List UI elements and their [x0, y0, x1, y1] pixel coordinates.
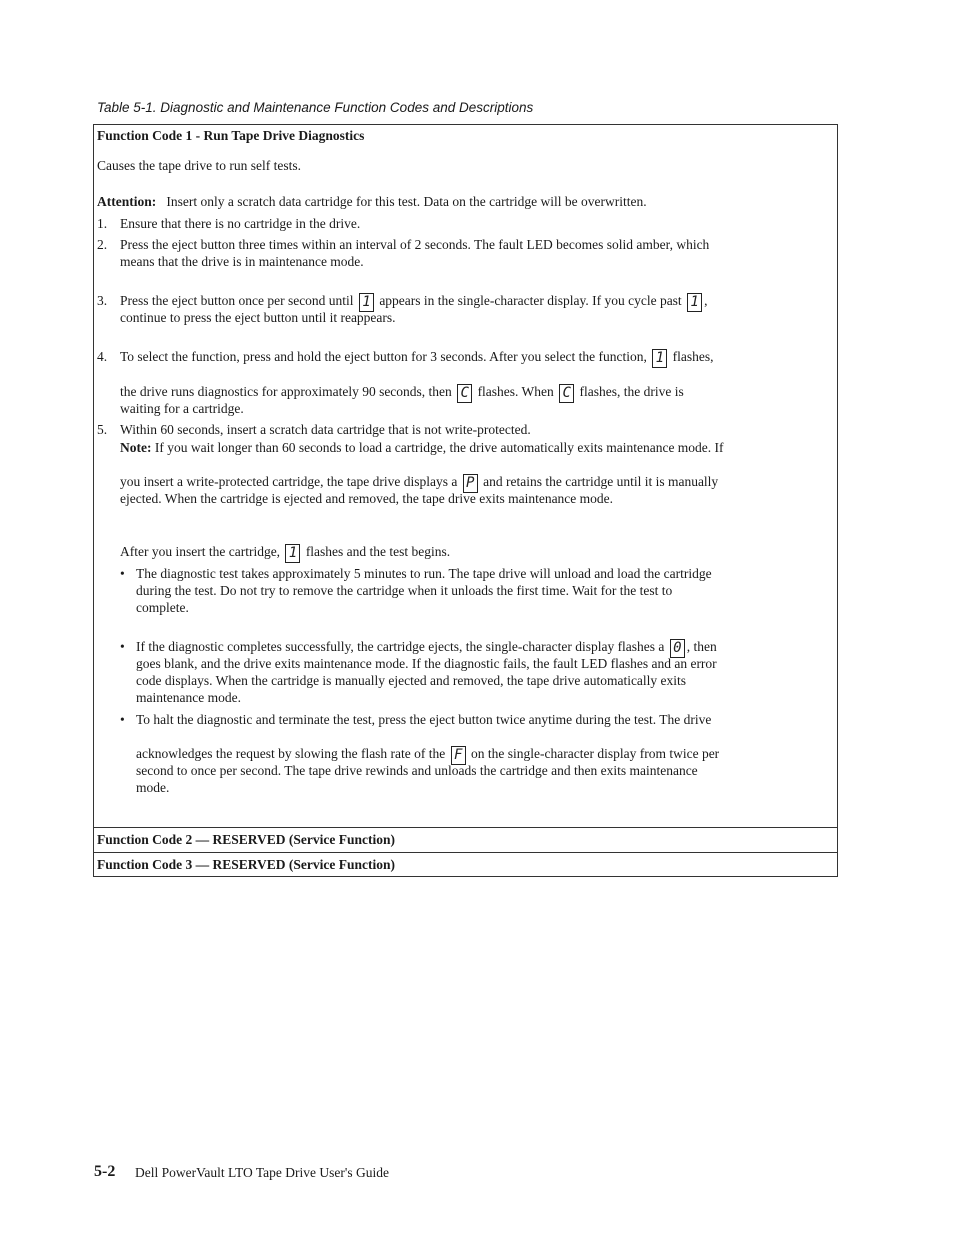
bullet-1-mark: •: [120, 566, 125, 581]
bullet-2-line-2: goes blank, and the drive exits maintenance mode. If the diagnostic fails, the fault LED flashes and an error: [136, 656, 717, 671]
function-code-3-header: Function Code 3 — RESERVED (Service Function): [94, 852, 837, 876]
function-code-table: [93, 124, 838, 877]
bullet-2-mark: •: [120, 639, 125, 654]
bullet-2-line-1: If the diagnostic completes successfully, the cartridge ejects, the single-character display flashes a 0 , then: [136, 639, 717, 656]
step-2-line-1: Press the eject button three times within an interval of 2 seconds. The fault LED becomes solid amber, which: [120, 237, 710, 252]
step-4-line-1: To select the function, press and hold the eject button for 3 seconds. After you select the function, 1 flashes,: [120, 349, 714, 366]
note-label: Note:: [120, 440, 152, 455]
table-caption: Table 5-1. Diagnostic and Maintenance Function Codes and Descriptions: [97, 100, 534, 115]
step-4-number: 4.: [97, 349, 108, 364]
bullet-3-mark: •: [120, 712, 125, 727]
bullet-3-line-1: To halt the diagnostic and terminate the test, press the eject button twice anytime during the test. The drive: [136, 712, 712, 727]
bullet-1-line-1: The diagnostic test takes approximately 5 minutes to run. The tape drive will unload and load the cartridge: [136, 566, 712, 581]
display-1-icon: 1: [359, 293, 374, 312]
step-2-number: 2.: [97, 237, 108, 252]
display-c-icon: C: [559, 384, 574, 403]
bullet-1-line-3: complete.: [136, 600, 189, 615]
attention-line: [97, 193, 647, 210]
bullet-1-line-2: during the test. Do not try to remove the cartridge when it unloads the first time. Wait for the test to: [136, 583, 673, 598]
bullet-3-line-2: acknowledges the request by slowing the flash rate of the F on the single-character display from twice per: [136, 746, 720, 763]
note-line-2: you insert a write-protected cartridge, the tape drive displays a P and retains the cartridge until it is manually: [120, 474, 719, 491]
step-2-line-2: means that the drive is in maintenance mode.: [120, 254, 364, 269]
intro-text: Causes the tape drive to run self tests.: [97, 158, 301, 173]
step-3-line-2: continue to press the eject button until it reappears.: [120, 310, 396, 325]
display-1-icon: 1: [652, 349, 667, 368]
step-5-text: Within 60 seconds, insert a scratch data cartridge that is not write-protected.: [120, 422, 531, 437]
display-f-icon: F: [451, 746, 466, 765]
step-4-line-2: the drive runs diagnostics for approximately 90 seconds, then C flashes. When C flashes, the drive is: [120, 384, 684, 401]
footer-title: Dell PowerVault LTO Tape Drive User's Guide: [135, 1165, 389, 1180]
step-4-line-3: waiting for a cartridge.: [120, 401, 244, 416]
note-line-1: Note: If you wait longer than 60 seconds to load a cartridge, the drive automatically exits maintenance mode. If: [120, 440, 724, 455]
function-code-1-cell: [94, 125, 837, 828]
step-5-number: 5.: [97, 422, 108, 437]
step-1-number: 1.: [97, 216, 108, 231]
step-3-number: 3.: [97, 293, 108, 308]
bullet-3-line-3: second to once per second. The tape drive rewinds and unloads the cartridge and then exits maintenance: [136, 763, 698, 778]
step-1-text: Ensure that there is no cartridge in the drive.: [120, 216, 361, 231]
note-line-3: ejected. When the cartridge is ejected and removed, the tape drive exits maintenance mode.: [120, 491, 614, 506]
display-p-icon: P: [463, 474, 478, 493]
after-insert-line: After you insert the cartridge, 1 flashes and the test begins.: [120, 544, 451, 561]
display-c-icon: C: [457, 384, 472, 403]
bullet-2-line-3: code displays. When the cartridge is manually ejected and removed, the tape drive automatically exits: [136, 673, 687, 688]
function-code-2-header: Function Code 2 — RESERVED (Service Function): [97, 832, 396, 847]
display-0-icon: 0: [670, 639, 685, 658]
attention-label: Attention:: [97, 194, 157, 209]
display-1-icon: 1: [285, 544, 300, 563]
attention-text: Insert only a scratch data cartridge for this test. Data on the cartridge will be overwritten.: [166, 194, 647, 209]
function-code-1-header: Function Code 1 - Run Tape Drive Diagnostics: [97, 128, 365, 143]
bullet-2-line-4: maintenance mode.: [136, 690, 241, 705]
step-3-line-1: Press the eject button once per second until 1 appears in the single-character display. If you cycle past 1 ,: [120, 293, 708, 310]
page-number: 5-2: [94, 1163, 116, 1180]
bullet-3-line-4: mode.: [136, 780, 170, 795]
display-1-icon: 1: [687, 293, 702, 312]
